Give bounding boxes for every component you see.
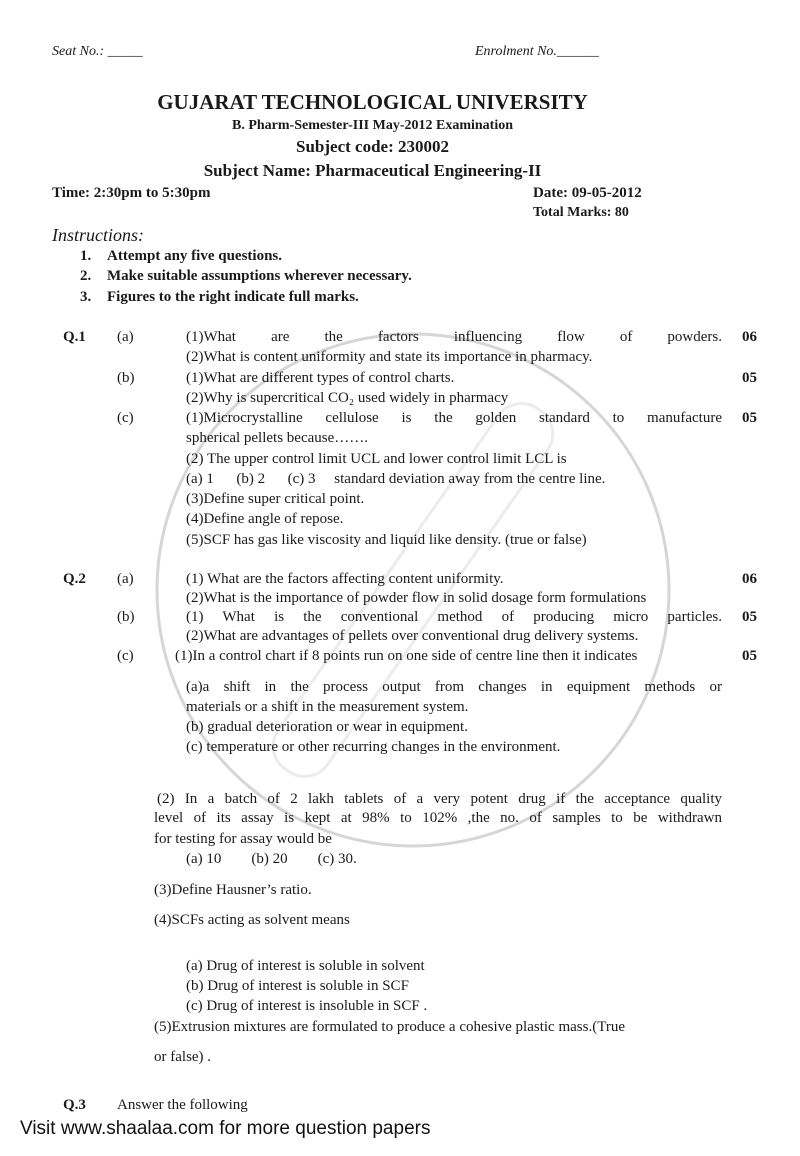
question-line: (3)Define Hausner’s ratio.	[154, 882, 312, 898]
question-line: (3)Define super critical point.	[186, 491, 365, 507]
marks: 05	[742, 410, 757, 426]
marks: 05	[742, 370, 757, 386]
question-line: spherical pellets because…….	[186, 430, 369, 446]
question-line: (1)In a control chart if 8 points run on one side of centre line then it indicates	[175, 648, 638, 664]
question-number: Q.3	[63, 1097, 86, 1113]
question-line: (5)SCF has gas like viscosity and liquid like density. (true or false)	[186, 532, 587, 548]
marks: 05	[742, 609, 757, 625]
question-line: (4)SCFs acting as solvent means	[154, 912, 350, 928]
part-label: (c)	[117, 410, 134, 426]
instruction-num: 3.	[80, 289, 92, 305]
question-line: (c) Drug of interest is insoluble in SCF .	[186, 998, 428, 1014]
question-line: Answer the following	[117, 1097, 248, 1113]
part-label: (a)	[117, 571, 134, 587]
seat-no: Seat No.: _____	[52, 44, 143, 59]
question-line: (a) 10 (b) 20 (c) 30.	[186, 851, 357, 867]
question-line: (b) gradual deterioration or wear in equipment.	[186, 719, 468, 735]
instructions-title: Instructions:	[52, 225, 144, 245]
question-line: (2)What is content uniformity and state its importance in pharmacy.	[186, 349, 593, 365]
subject-code: Subject code: 230002	[296, 137, 449, 156]
question-line: (b) Drug of interest is soluble in SCF	[186, 978, 409, 994]
question-line: (1) What are the factors affecting content uniformity.	[186, 571, 504, 587]
question-line: (2)Why is supercritical CO₂ used widely in pharmacy	[186, 390, 509, 406]
question-line: (a) 1 (b) 2 (c) 3 standard deviation away from the centre line.	[186, 471, 606, 487]
question-line: (1)Microcrystalline cellulose is the golden standard to manufacture	[186, 410, 722, 426]
question-line: (2) The upper control limit UCL and lower control limit LCL is	[186, 451, 567, 467]
question-number: Q.2	[63, 571, 86, 587]
question-line: (5)Extrusion mixtures are formulated to produce a cohesive plastic mass.(True	[154, 1019, 625, 1035]
marks: 06	[742, 329, 757, 345]
question-line: materials or a shift in the measurement system.	[186, 699, 469, 715]
enrolment-no: Enrolment No.______	[475, 44, 599, 59]
question-line: for testing for assay would be	[154, 831, 332, 847]
question-line: or false) .	[154, 1049, 212, 1065]
marks: 06	[742, 571, 757, 587]
footer-link[interactable]: Visit www.shaalaa.com for more question papers	[20, 1118, 431, 1139]
part-label: (b)	[117, 370, 135, 386]
total-marks: Total Marks: 80	[533, 205, 629, 220]
question-line: level of its assay is kept at 98% to 102% ,the no. of samples to be withdrawn	[154, 810, 722, 826]
university-title: GUJARAT TECHNOLOGICAL UNIVERSITY	[157, 90, 588, 114]
instruction-text: Figures to the right indicate full marks.	[107, 289, 359, 305]
question-line: (1)What are the factors influencing flow of powders.	[186, 329, 722, 345]
part-label: (b)	[117, 609, 135, 625]
instruction-text: Attempt any five questions.	[107, 248, 282, 264]
question-line: (2) In a batch of 2 lakh tablets of a very potent drug if the acceptance quality	[157, 791, 722, 807]
exam-time: Time: 2:30pm to 5:30pm	[52, 185, 211, 201]
part-label: (c)	[117, 648, 134, 664]
marks: 05	[742, 648, 757, 664]
exam-title: B. Pharm-Semester-III May-2012 Examination	[231, 118, 513, 133]
question-line: (1) What is the conventional method of producing micro particles.	[186, 609, 722, 625]
subject-name: Subject Name: Pharmaceutical Engineering-II	[203, 161, 542, 180]
instruction-num: 2.	[80, 268, 92, 284]
question-line: (1)What are different types of control charts.	[186, 370, 455, 386]
instruction-text: Make suitable assumptions wherever necessary.	[107, 268, 412, 284]
question-line: (4)Define angle of repose.	[186, 511, 344, 527]
question-line: (2)What is the importance of powder flow in solid dosage form formulations	[186, 590, 647, 606]
question-line: (2)What are advantages of pellets over conventional drug delivery systems.	[186, 628, 639, 644]
question-line: (a)a shift in the process output from changes in equipment methods or	[186, 679, 722, 695]
question-number: Q.1	[63, 329, 86, 345]
part-label: (a)	[117, 329, 134, 345]
exam-date: Date: 09-05-2012	[533, 185, 642, 201]
question-line: (a) Drug of interest is soluble in solvent	[186, 958, 425, 974]
question-line: (c) temperature or other recurring changes in the environment.	[186, 739, 561, 755]
instruction-num: 1.	[80, 248, 92, 264]
